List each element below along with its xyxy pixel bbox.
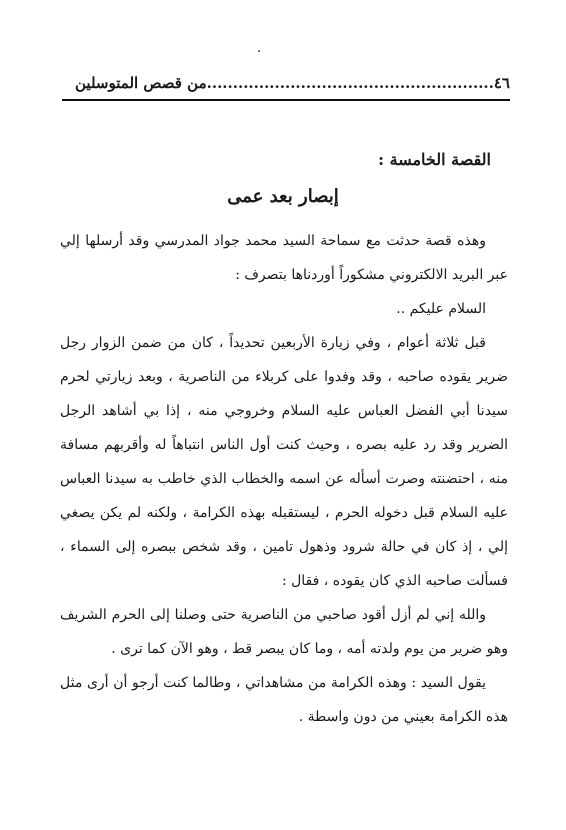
print-speck bbox=[258, 50, 260, 52]
running-header bbox=[62, 72, 510, 98]
section-label: القصة الخامسة : bbox=[378, 150, 491, 169]
paragraph-companion-quote: والله إني لم أزل أقود صاحبي من الناصرية حتى وصلنا إلى الحرم الشريف وهو ضرير من يوم ولدته أمه ، وما كان يبصر قط ، وهو الآن كما ترى . bbox=[60, 607, 508, 657]
paragraph-account: قبل ثلاثة أعوام ، وفي زيارة الأربعين تحديداً ، كان من ضمن الزوار رجل ضرير يقوده صاحبه ، وقد وفدوا على كربلاء من الناصرية ، وبعد زيارتي لحرم سيدنا أبي الفضل العباس عليه السلام وخروجي منه ، إذا بي أشاهد الرجل الضرير وقد رد عليه بصره ، وحيث كنت أول الناس انتباهاً له وأقربهم مسافة منه ، احتضنته وصرت أسأله عن اسمه والخطاب الذي خاطب به سيدنا العباس عليه السلام قبل دخوله الحرم ، ليستقبله بهذه الكرامة ، ولكنه لم يكن يصغي إلي ، إذ كان في حالة شرود وذهول تامين ، وقد شخص ببصره إلى السماء ، فسألت صاحبه الذي كان يقوده ، فقال : bbox=[60, 335, 508, 589]
paragraph-intro: وهذه قصة حدثت مع سماحة السيد محمد جواد المدرسي وقد أرسلها إلي عبر البريد الالكتروني مشكوراً أوردناها بتصرف : bbox=[60, 233, 508, 283]
body-text bbox=[60, 224, 508, 734]
paragraph-conclusion: يقول السيد : وهذه الكرامة من مشاهداتي ، وطالما كنت أرجو أن أرى مثل هذه الكرامة بعيني من دون واسطة . bbox=[60, 675, 508, 725]
paragraph-greeting: السلام عليكم .. bbox=[396, 301, 486, 317]
page-number: ٤٦ bbox=[493, 74, 510, 92]
header-rule bbox=[62, 99, 510, 101]
header-dot-leader: ....................................................... bbox=[206, 74, 494, 92]
story-title: إبصار بعد عمى bbox=[227, 186, 339, 207]
running-title: من قصص المتوسلين bbox=[75, 74, 207, 92]
header-line bbox=[75, 74, 510, 92]
